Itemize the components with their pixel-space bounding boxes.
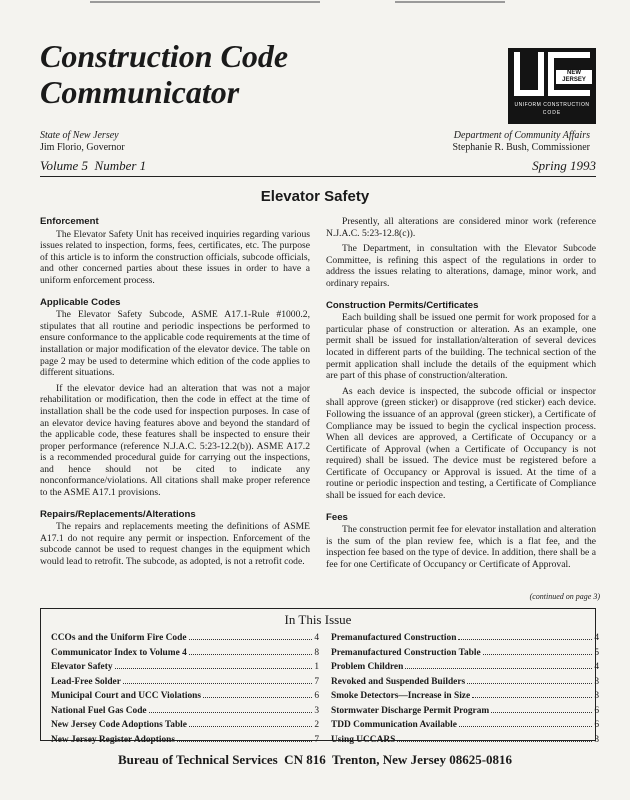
index-item-page: 3 bbox=[594, 734, 599, 745]
index-item[interactable] bbox=[51, 660, 319, 675]
index-item-page: 4 bbox=[594, 633, 599, 643]
masthead-title-line2: Communicator bbox=[40, 74, 240, 110]
index-item-page: 3 bbox=[594, 691, 599, 701]
index-item[interactable] bbox=[331, 689, 599, 704]
in-this-issue-title: In This Issue bbox=[284, 612, 352, 627]
paragraph-presently: Presently, all alterations are considered minor work (reference N.J.A.C. 5:23-12.8(c)). bbox=[326, 216, 596, 239]
paragraph-repairs: The repairs and replacements meeting the definitions of ASME A17.1 do not require any permit or inspection. Enforcement of the subcode cannot be used to request changes in the equipment which would lead to retrofit. The subcode, as adopted, is not a retrofit code. bbox=[40, 521, 310, 568]
index-item-title: Premanufactured Construction bbox=[331, 633, 457, 643]
paragraph-department: The Department, in consultation with the Elevator Subcode Committee, is refining this aspect of the regulations in order to address the issues relating to alterations, damage, minor work, and ordinary repairs. bbox=[326, 243, 596, 289]
ucc-logo bbox=[508, 48, 596, 124]
index-item-title: Problem Children bbox=[331, 662, 404, 672]
department-name: Department of Community Affairs bbox=[453, 130, 590, 141]
paragraph-permits-2: As each device is inspected, the subcode official or inspector shall approve (green sticker) or disapprove (red sticker) each device. Following the issuance of an approval (green sticker), a Certificate of Compliance may be issued to begin the cyclical inspection process. When all devices are approved, a Certificate of Occupancy or a Certificate of Approval (when a Certificate of Occupancy is not required) shall be issued. The device must be registered before a Certificate of Occupancy or Approval is issued. At the time of a routine or periodic inspection and testing, a Certificate of Compliance shall be issued for each device. bbox=[326, 385, 596, 502]
index-item[interactable] bbox=[331, 631, 599, 646]
index-item-title: Lead-Free Solder bbox=[51, 676, 121, 687]
index-item-page: 6 bbox=[314, 691, 319, 701]
index-item-title: National Fuel Gas Code bbox=[51, 705, 147, 716]
logo-line1: UNIFORM CONSTRUCTION bbox=[514, 102, 590, 108]
footer-address: Bureau of Technical Services CN 816 Trenton, New Jersey 08625-0816 bbox=[117, 752, 513, 767]
index-item-page: 3 bbox=[594, 676, 599, 687]
index-item-title: Revoked and Suspended Builders bbox=[331, 676, 466, 687]
paragraph-enforcement: The Elevator Safety Unit has received inquiries regarding various issues related to inspection, forms, fees, certificates, etc. The purpose of this article is to inform the construction officials, subcode officials, and other concerned parties about these issues in order to have a uniform enforcement process. bbox=[40, 228, 310, 286]
index-item-title: Municipal Court and UCC Violations bbox=[51, 691, 202, 701]
paragraph-fees: The construction permit fee for elevator installation and alteration is the sum of the plan review fee, which is a flat fee, and the inspection fee based on the type of device. In addition, there shall be a fee for one Certificate of Occupancy or Certificate of Approval. bbox=[326, 524, 596, 571]
continued-note: (continued on page 3) bbox=[529, 592, 600, 601]
index-item[interactable] bbox=[331, 675, 599, 690]
index-item-title: Premanufactured Construction Table bbox=[331, 647, 481, 658]
index-item-page: 6 bbox=[594, 720, 599, 730]
article-column-right bbox=[326, 216, 596, 575]
index-item[interactable] bbox=[331, 704, 599, 719]
index-item-title: Elevator Safety bbox=[51, 662, 113, 672]
masthead-title bbox=[40, 38, 288, 110]
top-rule bbox=[0, 0, 630, 6]
index-column-right bbox=[331, 631, 599, 747]
index-item[interactable] bbox=[331, 660, 599, 675]
volume-bar bbox=[40, 158, 596, 177]
in-this-issue-box bbox=[40, 608, 599, 745]
index-item[interactable] bbox=[51, 689, 319, 704]
index-item[interactable] bbox=[51, 646, 319, 661]
index-item-title: CCOs and the Uniform Fire Code bbox=[51, 633, 187, 643]
index-item-page: 8 bbox=[314, 647, 319, 658]
state-name: State of New Jersey bbox=[40, 130, 119, 141]
logo-line2: CODE bbox=[542, 110, 562, 116]
index-item[interactable] bbox=[51, 631, 319, 646]
masthead-title-line1: Construction Code bbox=[40, 38, 289, 74]
issue-season: Spring 1993 bbox=[532, 158, 596, 173]
heading-enforcement: Enforcement bbox=[40, 216, 99, 227]
index-item[interactable] bbox=[51, 718, 319, 733]
heading-repairs: Repairs/Replacements/Alterations bbox=[40, 508, 196, 520]
index-item-page: 4 bbox=[594, 662, 599, 672]
article-title: Elevator Safety bbox=[260, 188, 370, 205]
article-column-left bbox=[40, 216, 310, 572]
index-item-page: 1 bbox=[314, 662, 319, 672]
index-item[interactable] bbox=[331, 733, 599, 748]
logo-state-label: NEW JERSEY bbox=[556, 70, 592, 84]
index-item-title: New Jersey Code Adoptions Table bbox=[51, 720, 187, 730]
index-item[interactable] bbox=[331, 718, 599, 733]
index-item-title: Using UCCARS bbox=[331, 734, 396, 745]
index-item-page: 7 bbox=[314, 734, 319, 745]
index-item-page: 6 bbox=[594, 705, 599, 716]
governor-name: Jim Florio, Governor bbox=[40, 142, 125, 153]
heading-fees: Fees bbox=[326, 511, 348, 523]
index-item-page: 3 bbox=[314, 705, 319, 716]
heading-permits: Construction Permits/Certificates bbox=[326, 299, 479, 311]
index-column-left bbox=[51, 631, 319, 747]
publisher-left bbox=[40, 130, 125, 154]
index-item-title: New Jersey Register Adoptions bbox=[51, 734, 176, 745]
commissioner-name: Stephanie R. Bush, Commissioner bbox=[452, 142, 590, 153]
paragraph-codes-2: If the elevator device had an alteration that was not a major rehabilitation or modification, then the code in effect at the time of installation shall be the code used for inspection purposes. In case of an elevator device having features above and beyond the standard of the applicable code, these features shall be inspected to ensure their proper performance (reference N.J.A.C. 5:23-12.2(b)). ASME A17.2 is a recommended procedural guide for carrying out the inspections, and hence should not be cited to indicate any nonconformance/violations. All citations shall make proper reference to the ASME A17.1 provisions. bbox=[40, 382, 310, 499]
paragraph-codes-1: The Elevator Safety Subcode, ASME A17.1-Rule #1000.2, stipulates that all routine and periodic inspections be performed to ensure conformance to the applicable code requirements at the time of installation or major modification of the elevator device. The table on page 2 may be used to determine which edition of the code applies to different situations. bbox=[40, 309, 310, 379]
index-item-title: Smoke Detectors—Increase in Size bbox=[331, 691, 471, 701]
index-item[interactable] bbox=[51, 704, 319, 719]
volume-number: Volume 5 Number 1 bbox=[40, 158, 147, 173]
heading-applicable-codes: Applicable Codes bbox=[40, 296, 121, 308]
index-item-page: 4 bbox=[314, 633, 319, 643]
publisher-right bbox=[453, 130, 591, 154]
index-item[interactable] bbox=[51, 733, 319, 748]
index-item-page: 5 bbox=[594, 647, 599, 658]
index-item-title: Stormwater Discharge Permit Program bbox=[331, 705, 490, 716]
index-item-page: 7 bbox=[314, 676, 319, 687]
index-item-page: 2 bbox=[314, 720, 319, 730]
paragraph-permits-1: Each building shall be issued one permit for work proposed for a particular phase of construction or alteration. As an example, one permit shall be issued for installation/alteration of several devices located in different parts of the building. The technical section of the permit application shall include the details of the equipment which are part of this phase of construction/alteration. bbox=[326, 312, 596, 382]
index-item[interactable] bbox=[51, 675, 319, 690]
index-item-title: TDD Communication Available bbox=[331, 720, 457, 730]
index-item-title: Communicator Index to Volume 4 bbox=[51, 647, 187, 658]
index-item[interactable] bbox=[331, 646, 599, 661]
